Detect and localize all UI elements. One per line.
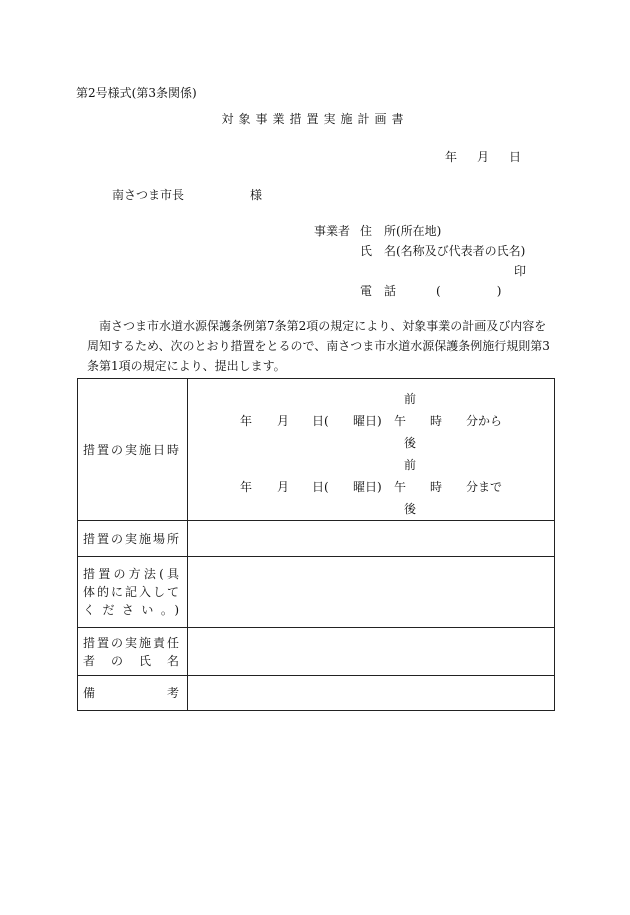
applicant-block	[314, 222, 525, 262]
datetime-label: 措置の実施日時	[78, 379, 188, 521]
dt-am-1: 前	[404, 391, 417, 406]
phone-label: 電 話	[360, 284, 397, 298]
addressee-honorific: 様	[250, 188, 263, 202]
dt-hour-1: 時	[430, 413, 443, 428]
dt-from: 分から	[466, 413, 503, 428]
document-title: 対象事業措置実施計画書	[221, 112, 409, 126]
dt-am-2: 前	[404, 457, 417, 472]
date-line	[445, 148, 521, 165]
dt-pm-1: 後	[404, 435, 417, 450]
dt-year-1: 年	[240, 413, 253, 428]
dt-noon-1: 午	[394, 413, 407, 428]
location-label: 措置の実施場所	[78, 521, 188, 557]
dt-hour-2: 時	[430, 479, 443, 494]
dt-pm-2: 後	[404, 501, 417, 516]
dt-day-2: 日(	[312, 479, 329, 494]
form-number: 第2号様式(第3条関係)	[76, 86, 197, 100]
dt-month-1: 月	[277, 413, 290, 428]
phone-parens: ( )	[436, 284, 524, 298]
date-month: 月	[477, 150, 490, 164]
addressee	[112, 186, 262, 203]
phone-line	[360, 282, 523, 299]
date-year: 年	[445, 150, 458, 164]
method-label: 措置の方法(具体的に記入してください。)	[78, 557, 188, 628]
responsible-cell[interactable]	[188, 628, 555, 676]
dt-weekday-1: 曜日)	[353, 413, 382, 428]
plan-table	[77, 378, 555, 711]
datetime-cell[interactable]	[188, 379, 555, 521]
location-cell[interactable]	[188, 521, 555, 557]
remarks-cell[interactable]	[188, 676, 555, 711]
date-day: 日	[509, 150, 522, 164]
dt-month-2: 月	[277, 479, 290, 494]
responsible-label: 措置の実施責任者の氏名	[78, 628, 188, 676]
addressee-name: 南さつま市長	[112, 188, 185, 202]
remarks-label: 備考	[78, 676, 188, 711]
name-label: 氏 名(名称及び代表者の氏名)	[360, 244, 526, 258]
dt-year-2: 年	[240, 479, 253, 494]
dt-weekday-2: 曜日)	[353, 479, 382, 494]
dt-noon-2: 午	[394, 479, 407, 494]
dt-until: 分まで	[466, 479, 503, 494]
seal-mark: 印	[514, 264, 527, 278]
applicant-label: 事業者	[314, 224, 351, 238]
body-text: 南さつま市水道水源保護条例第7条第2項の規定により、対象事業の計画及び内容を周知するため、次のとおり措置をとるので、南さつま市水道水源保護条例施行規則第3条第1項の規定により、提出します。	[87, 319, 550, 373]
address-label: 住 所(所在地)	[360, 224, 442, 238]
method-cell[interactable]	[188, 557, 555, 628]
dt-day-1: 日(	[312, 413, 329, 428]
